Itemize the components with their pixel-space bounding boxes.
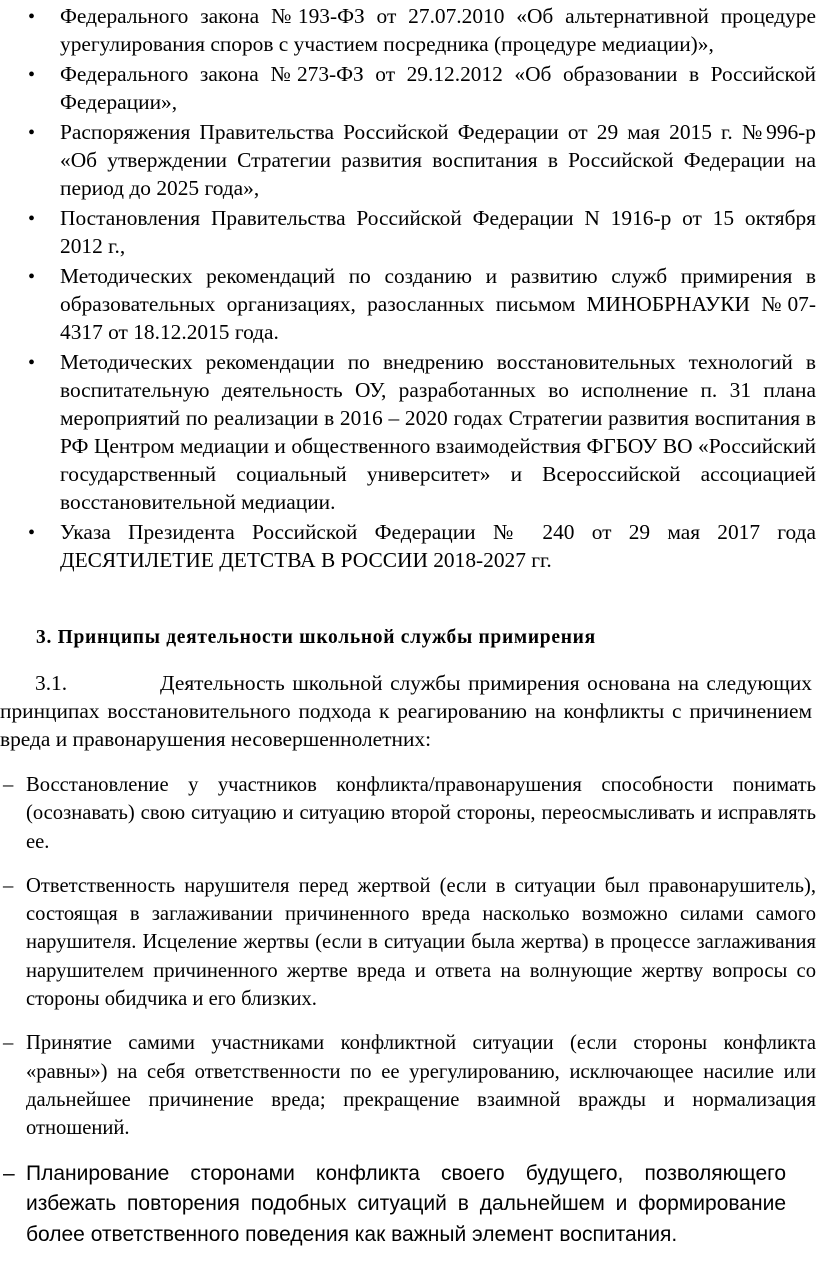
- list-item: [22, 262, 816, 346]
- list-item: [22, 204, 816, 260]
- list-item: [22, 348, 816, 516]
- list-item: [0, 1029, 816, 1142]
- legal-basis-list: [22, 2, 816, 576]
- paragraph-body: [0, 669, 812, 753]
- list-item-text: Ответственность нарушителя перед жертвой (если в ситуации был правонарушитель), состоящая в заглаживании причиненного вреда насколько возможно силами самого нарушителя. Исцеление жертвы (если в ситуации была жертва) в процессе заглаживания нарушителем причиненного жертве вреда и ответа на волнующие жертву вопросы со стороны обидчика и его близких.: [26, 874, 816, 1011]
- bullet-icon: [28, 348, 35, 377]
- dash-marker: –: [3, 774, 14, 796]
- list-item-text: Федерального закона №273-ФЗ от 29.12.2012 «Об образовании в Российской Федерации»,: [60, 62, 816, 114]
- list-item: [22, 118, 816, 202]
- list-item-text: Постановления Правительства Российской Федерации N 1916-р от 15 октября 2012 г.,: [60, 206, 816, 258]
- paragraph-text: Деятельность школьной службы примирения основана на следующих принципах восстановительного подхода к реагированию на конфликты с причинением вреда и правонарушения несовершеннолетних:: [0, 671, 812, 751]
- bullet-icon: [28, 2, 35, 31]
- list-item: [22, 2, 816, 58]
- list-item: [0, 1159, 786, 1251]
- bullet-icon: [28, 204, 35, 233]
- section-heading: 3. Принципы деятельности школьной службы примирения: [36, 627, 596, 648]
- list-item-text: Восстановление у участников конфликта/правонарушения способности понимать (осознавать) свою ситуацию и ситуацию второй стороны, переосмысливать и исправлять ее.: [26, 774, 816, 853]
- list-item-text: Принятие самими участниками конфликтной ситуации (если стороны конфликта «равны») на себя ответственности по ее урегулированию, исключающее насилие или дальнейшее причинение вреда; прекращение взаимной вражды и нормализация отношений.: [26, 1032, 816, 1140]
- bullet-icon: [28, 518, 35, 547]
- bullet-icon: [28, 262, 35, 291]
- list-item-text: Федерального закона №193-ФЗ от 27.07.2010 «Об альтернативной процедуре урегулирования споров с участием посредника (процедуре медиации)»,: [60, 4, 816, 56]
- list-item-text: Методических рекомендаций по созданию и развитию служб примирения в образовательных организациях, разосланных письмом МИНОБРНАУКИ №07-4317 от 18.12.2015 года.: [60, 264, 816, 344]
- paragraph-3-1: [0, 669, 812, 753]
- principles-list: [0, 771, 816, 1266]
- list-item-text: Распоряжения Правительства Российской Федерации от 29 мая 2015 г. №996-р «Об утверждении Стратегии развития воспитания в Российской Федерации на период до 2025 года»,: [60, 120, 816, 200]
- dash-marker: –: [3, 1032, 14, 1055]
- list-item: [0, 771, 816, 856]
- list-item-text: Указа Президента Российской Федерации № 240 от 29 мая 2017 года ДЕСЯТИЛЕТИЕ ДЕТСТВА В РОССИИ 2018-2027 гг.: [60, 520, 816, 572]
- dash-marker: –: [3, 874, 14, 897]
- paragraph-number: 3.1.: [35, 671, 68, 695]
- list-item-text: Методических рекомендации по внедрению восстановительных технологий в воспитательную деятельность ОУ, разработанных во исполнение п. 31 плана мероприятий по реализации в 2016 – 2020 годах Стратегии развития воспитания в РФ Центром медиации и общественного взаимодействия ФГБОУ ВО «Российский государственный социальный университет» и Всероссийской ассоциацией восстановительной медиации.: [60, 350, 816, 514]
- list-item-text: Планирование сторонами конфликта своего будущего, позволяющего избежать повторения подобных ситуаций в дальнейшем и формирование более ответственного поведения как важный элемент воспитания.: [26, 1161, 786, 1246]
- bullet-icon: [28, 60, 35, 89]
- list-item: [22, 518, 816, 574]
- bullet-icon: [28, 118, 35, 147]
- list-item: [0, 872, 816, 1013]
- list-item: [22, 60, 816, 116]
- dash-marker: –: [3, 1161, 15, 1185]
